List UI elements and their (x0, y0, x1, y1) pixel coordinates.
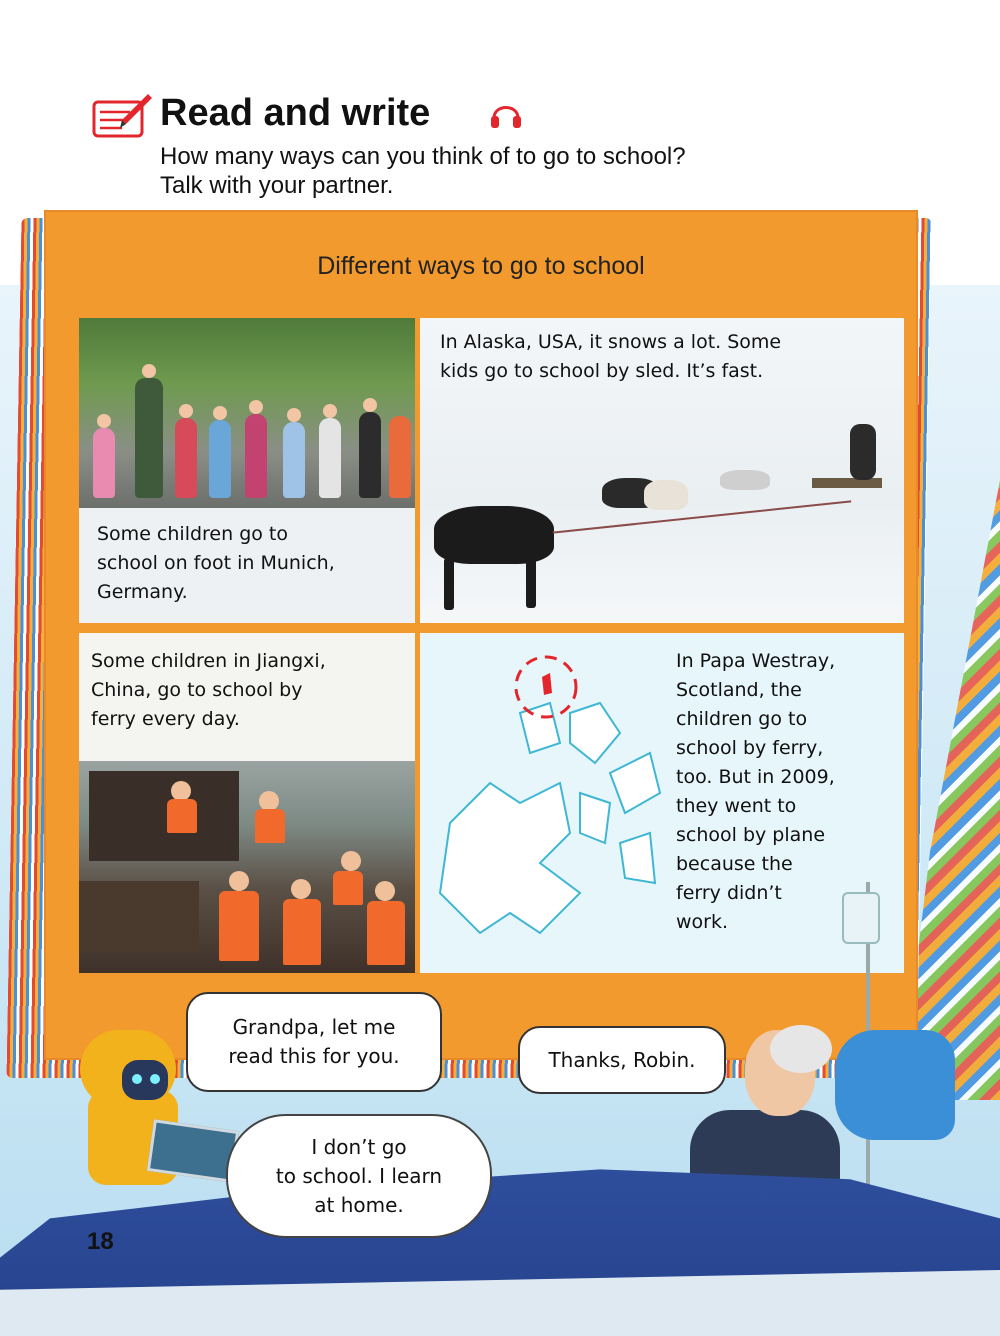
grandpa-speech-bubble (518, 1026, 726, 1094)
instruction-line-2: Talk with your partner. (160, 172, 394, 199)
caption-line: In Papa Westray, (676, 650, 836, 672)
child-face (291, 879, 311, 899)
thought-line: I don’t go (311, 1134, 407, 1159)
adult-figure (135, 378, 163, 498)
child-figure (209, 420, 231, 498)
caption-line: because the (676, 853, 793, 875)
grandpa-hair (770, 1025, 832, 1073)
child-head (287, 408, 301, 422)
caption-line: school by ferry, (676, 737, 824, 759)
headphone-icon[interactable] (488, 96, 524, 132)
child-figure (245, 414, 267, 498)
caption-line: China, go to school by (91, 679, 303, 701)
life-vest (367, 901, 405, 965)
instruction-line-1: How many ways can you think of to go to school? (160, 143, 686, 170)
speech-line: Thanks, Robin. (548, 1047, 696, 1072)
book-title: Different ways to go to school (317, 252, 645, 280)
child-head (363, 398, 377, 412)
photo-children-walking (79, 318, 415, 508)
caption-line: Germany. (97, 581, 188, 603)
sled-dog (644, 480, 688, 510)
child-figure (93, 428, 115, 498)
robot-face (122, 1060, 168, 1100)
child-head (323, 404, 337, 418)
robot-speech-bubble (186, 992, 442, 1092)
child-figure (319, 418, 341, 498)
child-face (259, 791, 279, 811)
sled-dog (434, 506, 554, 564)
life-vest (219, 891, 259, 961)
robot-thought-cloud (226, 1114, 492, 1238)
caption-line: work. (676, 911, 729, 933)
ferry-cabin (89, 771, 239, 861)
child-head (249, 400, 263, 414)
child-face (375, 881, 395, 901)
adult-head (142, 364, 156, 378)
thought-line: to school. I learn (275, 1163, 443, 1188)
ferry-boat (79, 881, 199, 951)
caption-line: school on foot in Munich, (97, 552, 335, 574)
caption-line: ferry every day. (91, 708, 240, 730)
caption-line: Scotland, the (676, 679, 802, 701)
child-head (97, 414, 111, 428)
musher-figure (850, 424, 876, 480)
child-figure (283, 422, 305, 498)
child-head (179, 404, 193, 418)
child-face (171, 781, 191, 801)
pencil-book-icon (92, 88, 154, 140)
panel-alaska (420, 318, 904, 623)
panel-jiangxi (79, 633, 415, 973)
iv-bag (842, 892, 880, 944)
sled-dog (720, 470, 770, 490)
speech-line: read this for you. (228, 1044, 400, 1068)
speech-line: Grandpa, let me (232, 1015, 396, 1039)
child-figure (359, 412, 381, 498)
caption-line: children go to (676, 708, 808, 730)
caption-line: school by plane (676, 824, 826, 846)
caption-alaska (440, 328, 781, 386)
caption-line: Some children go to (97, 523, 288, 545)
child-face (341, 851, 361, 871)
caption-line: ferry didn’t (676, 882, 782, 904)
sled (812, 478, 882, 488)
caption-line: Some children in Jiangxi, (91, 650, 326, 672)
panel-munich (79, 318, 415, 623)
caption-line: kids go to school by sled. It’s fast. (440, 360, 764, 382)
photo-ferry-children (79, 761, 415, 973)
pillow (835, 1030, 955, 1140)
caption-line: they went to (676, 795, 797, 817)
sled-rope (553, 500, 852, 533)
panel-scotland (420, 633, 904, 973)
map-orkney-islands (420, 633, 670, 973)
life-vest (167, 799, 197, 833)
robot-eye (150, 1074, 160, 1084)
robot-eye (132, 1074, 142, 1084)
child-figure (389, 416, 411, 498)
dog-leg (526, 558, 536, 608)
dog-leg (444, 558, 454, 610)
thought-line: at home. (314, 1192, 404, 1217)
section-title: Read and write (160, 92, 431, 134)
child-face (229, 871, 249, 891)
life-vest (255, 809, 285, 843)
instruction-text (160, 142, 686, 200)
child-head (213, 406, 227, 420)
caption-munich (97, 520, 335, 607)
caption-jiangxi (91, 647, 326, 734)
child-figure (175, 418, 197, 498)
caption-line: too. But in 2009, (676, 766, 835, 788)
caption-scotland (676, 647, 835, 937)
life-vest (283, 899, 321, 965)
page-number: 18 (87, 1228, 114, 1255)
life-vest (333, 871, 363, 905)
caption-line: In Alaska, USA, it snows a lot. Some (440, 331, 782, 353)
